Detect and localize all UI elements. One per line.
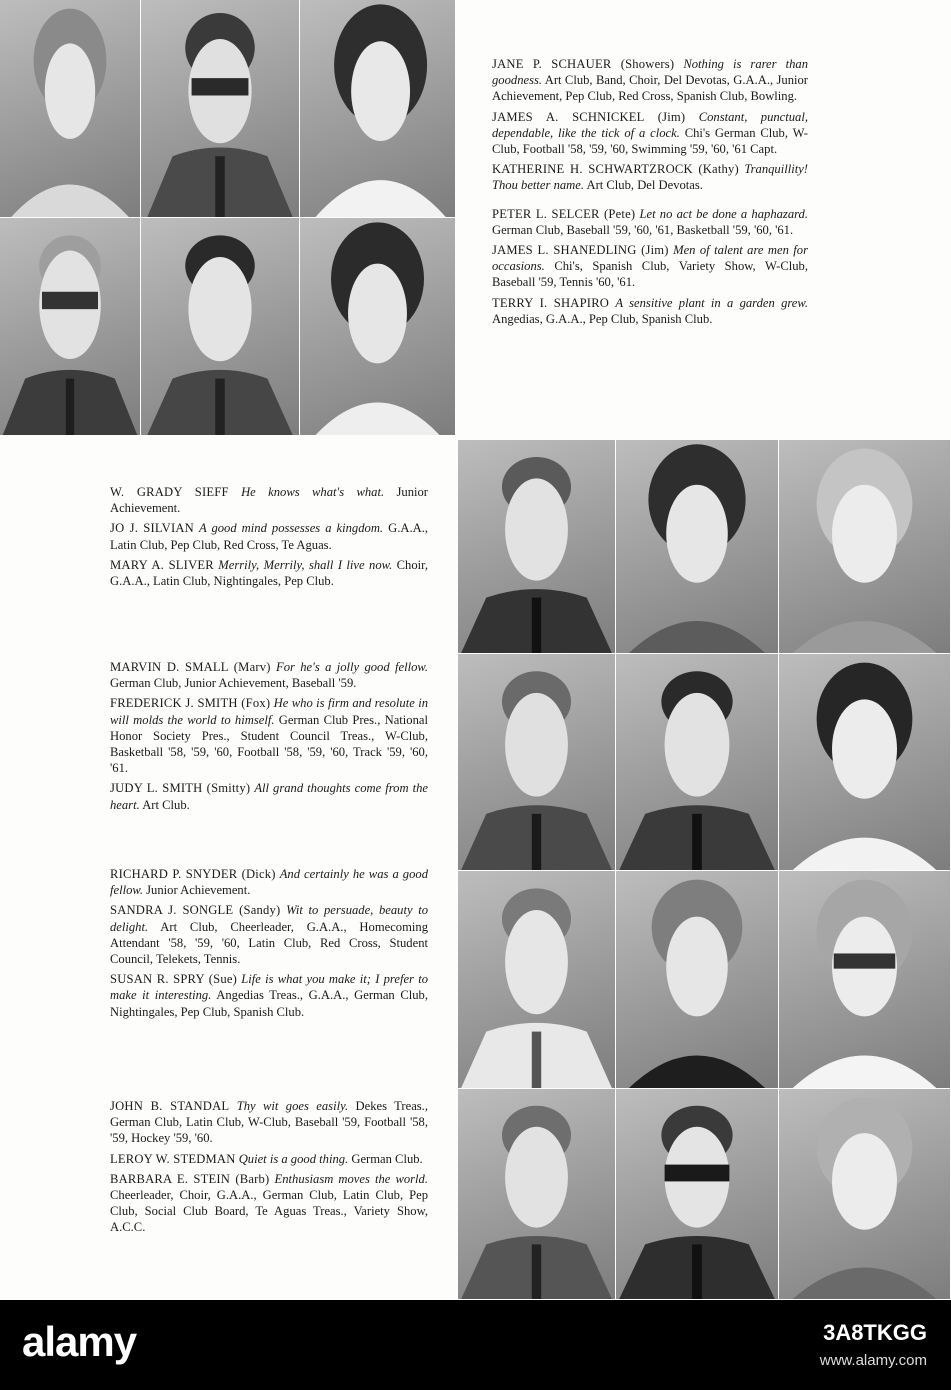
student-quote: And certainly he was a good fellow. — [110, 867, 428, 898]
bio-group-2 — [110, 659, 428, 817]
portrait-photo — [0, 218, 141, 436]
student-quote: He who is firm and resolute in will molds the world to himself. — [110, 696, 428, 727]
student-name: W. GRADY SIEFF — [110, 485, 229, 499]
student-name: JANE P. SCHAUER (Showers) — [492, 57, 675, 71]
student-quote: A good mind possesses a kingdom. — [198, 521, 384, 536]
student-quote: Merrily, Merrily, shall I live now. — [218, 557, 393, 572]
portrait-photo — [458, 654, 616, 871]
student-bio — [110, 520, 428, 552]
student-name: JAMES A. SCHNICKEL (Jim) — [492, 109, 686, 124]
portrait-photo — [458, 871, 616, 1089]
portrait-photo — [616, 440, 779, 654]
student-name: JUDY L. SMITH (Smitty) — [110, 781, 251, 796]
student-bio — [110, 484, 428, 516]
bio-group-3 — [110, 866, 428, 1024]
student-bio — [110, 695, 428, 776]
student-name: MARY A. SLIVER — [110, 557, 214, 572]
student-activities: Dekes Treas., German Club, Latin Club, W-Club, Baseball '59, Football '58, '59, Hockey '59, '60. — [110, 1099, 428, 1146]
bio-group-4 — [110, 1098, 428, 1240]
student-bio — [492, 206, 808, 238]
student-name: RICHARD P. SNYDER (Dick) — [110, 867, 276, 881]
student-activities: Chi's, Spanish Club, Variety Show, W-Club, Baseball '59, Tennis '60, '61. — [492, 259, 808, 290]
student-activities: Art Club. — [142, 797, 190, 812]
student-name: JOHN B. STANDAL — [110, 1099, 230, 1113]
portrait-photo — [458, 440, 616, 654]
student-bio — [110, 1171, 428, 1236]
student-activities: German Club, Baseball '59, '60, '61, Basketball '59, '60, '61. — [492, 222, 794, 237]
student-quote: Wit to persuade, beauty to delight. — [110, 903, 428, 934]
image-id: 3A8TKGG — [823, 1320, 927, 1345]
portrait-photo — [616, 654, 779, 871]
portrait-photo — [779, 1089, 951, 1300]
site-url: www.alamy.com — [819, 1352, 927, 1369]
portrait-photo — [300, 0, 456, 218]
student-quote: Men of talent are men for occasions. — [492, 243, 808, 274]
student-activities: G.A.A., Latin Club, Pep Club, Red Cross, Te Aguas. — [110, 521, 429, 552]
student-quote: Nothing is rarer than goodness. — [492, 57, 808, 88]
student-activities: German Club Pres., National Honor Society Pres., Student Council Treas., W-Club, Basketball '58, '59, '60, Football '58, '59, '60, Track '59, '60, '61. — [110, 712, 428, 776]
portrait-photo — [141, 0, 300, 218]
student-quote: Quiet is a good thing. — [238, 1151, 349, 1166]
portrait-photo — [779, 654, 951, 871]
student-bio — [110, 780, 428, 812]
student-bio — [492, 56, 808, 105]
student-quote: Constant, punctual, dependable, like the tick of a clock. — [492, 109, 808, 140]
student-quote: Enthusiasm moves the world. — [274, 1171, 428, 1186]
portrait-photo — [458, 1089, 616, 1300]
student-bio — [110, 902, 428, 967]
portrait-photo — [779, 440, 951, 654]
student-quote: A sensitive plant in a garden grew. — [615, 295, 808, 310]
student-name: LEROY W. STEDMAN — [110, 1151, 236, 1166]
student-name: JAMES L. SHANEDLING (Jim) — [492, 243, 669, 258]
student-activities: Cheerleader, Choir, G.A.A., German Club, Latin Club, Pep Club, Social Club Board, Te Aguas Treas., Variety Show, A.C.C. — [110, 1188, 428, 1235]
student-quote: For he's a jolly good fellow. — [276, 660, 428, 674]
student-name: PETER L. SELCER (Pete) — [492, 206, 636, 221]
brand-logo: alamy — [22, 1318, 137, 1365]
bio-column-top — [492, 56, 808, 331]
student-bio — [492, 242, 808, 291]
student-activities: Junior Achievement. — [146, 883, 251, 898]
student-name: FREDERICK J. SMITH (Fox) — [110, 696, 271, 711]
student-activities: Angedias Treas., G.A.A., German Club, Nightingales, Pep Club, Spanish Club. — [110, 988, 428, 1019]
watermark-footer — [0, 1300, 951, 1390]
student-name: MARVIN D. SMALL (Marv) — [110, 660, 271, 674]
student-name: SUSAN R. SPRY (Sue) — [110, 972, 238, 987]
student-activities: Angedias, G.A.A., Pep Club, Spanish Club. — [492, 311, 713, 326]
student-quote: Life is what you make it; I prefer to make it interesting. — [110, 972, 428, 1003]
student-name: TERRY I. SHAPIRO — [492, 295, 610, 310]
student-bio — [492, 295, 808, 327]
student-bio — [492, 161, 808, 193]
student-activities: Art Club, Cheerleader, G.A.A., Homecoming Attendant '58, '59, '60, Latin Club, Red Cross, Student Council, Telekets, Tennis. — [110, 919, 428, 967]
portrait-photo — [616, 1089, 779, 1300]
student-bio — [110, 557, 428, 589]
student-name: KATHERINE H. SCHWARTZROCK (Kathy) — [492, 162, 739, 177]
student-activities: German Club. — [351, 1151, 423, 1166]
student-quote: All grand thoughts come from the heart. — [110, 781, 428, 812]
student-activities: Choir, G.A.A., Latin Club, Nightingales, Pep Club. — [110, 557, 428, 589]
student-bio — [110, 866, 428, 898]
bio-group-1 — [110, 484, 428, 593]
student-activities: Art Club, Band, Choir, Del Devotas, G.A.A., Junior Achievement, Pep Club, Red Cross, Spanish Club, Bowling. — [492, 73, 808, 104]
student-quote: Thy wit goes easily. — [236, 1099, 349, 1113]
student-name: BARBARA E. STEIN (Barb) — [110, 1171, 270, 1186]
portrait-photo — [616, 871, 779, 1089]
student-name: JO J. SILVIAN — [110, 521, 194, 536]
student-bio — [110, 1098, 428, 1147]
student-quote: He knows what's what. — [241, 485, 385, 499]
student-bio — [110, 659, 428, 691]
student-bio — [110, 1151, 428, 1167]
student-name: SANDRA J. SONGLE (Sandy) — [110, 903, 281, 918]
student-activities: German Club, Junior Achievement, Baseball '59. — [110, 676, 357, 691]
student-activities: Junior Achievement. — [110, 485, 428, 516]
portrait-photo — [300, 218, 456, 436]
student-bio — [110, 971, 428, 1020]
student-bio — [492, 109, 808, 158]
portrait-photo — [141, 218, 300, 436]
portrait-photo — [779, 871, 951, 1089]
student-quote: Let no act be done a haphazard. — [639, 206, 808, 221]
student-activities: Art Club, Del Devotas. — [586, 178, 703, 193]
student-activities: Chi's German Club, W-Club, Football '58, '59, '60, Swimming '59, '60, '61 Capt. — [492, 125, 808, 157]
portrait-photo — [0, 0, 141, 218]
student-quote: Tranquillity! Thou better name. — [492, 162, 808, 193]
